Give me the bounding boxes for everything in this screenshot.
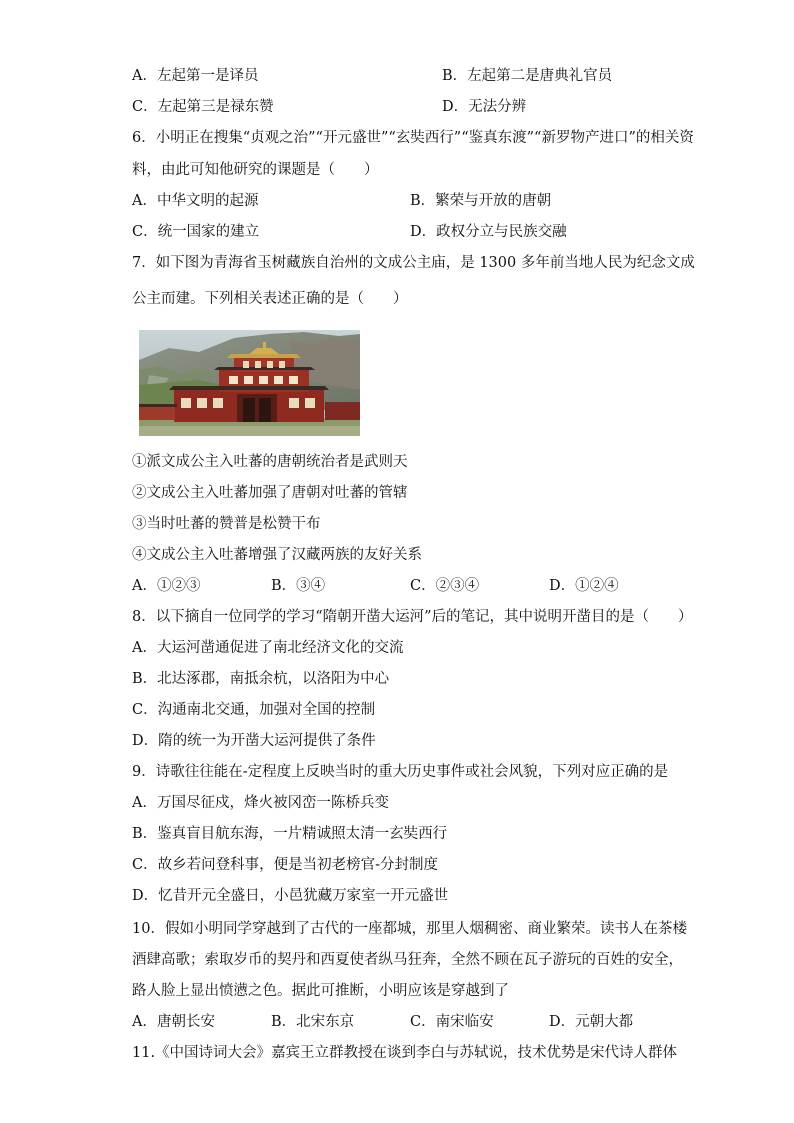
q7-option-a: A．①②③ (132, 578, 201, 594)
q5-option-c: C．左起第三是禄东赞 (132, 99, 274, 115)
q10-option-c: C．南宋临安 (410, 1014, 494, 1030)
q6-option-b: B．繁荣与开放的唐朝 (410, 193, 552, 209)
q6-stem-line2: 料，由此可知他研究的课题是（ ） (132, 162, 379, 178)
q8-stem: 8．以下摘自一位同学的学习“隋朝开凿大运河”后的笔记，其中说明开凿目的是（ ） (132, 609, 693, 625)
q9-option-b: B．鉴真盲目航东海，一片精诚照太清一玄奘西行 (132, 826, 448, 842)
q5-option-b: B．左起第二是唐典礼官员 (442, 68, 613, 84)
q6-option-c: C．统一国家的建立 (132, 224, 260, 240)
q5-option-d: D．无法分辨 (442, 99, 527, 115)
q10-option-b: B．北宋东京 (271, 1014, 355, 1030)
q10-option-a: A．唐朝长安 (132, 1014, 215, 1030)
q9-option-c: C．故乡若问登科事，便是当初老榜官-分封制度 (132, 857, 438, 873)
q6-stem-line1: 6．小明正在搜集“贞观之治”“开元盛世”“玄奘西行”“鉴真东渡”“新罗物产进口”的相关资 (132, 130, 694, 146)
q8-option-b: B．北达涿郡，南抵余杭，以洛阳为中心 (132, 671, 390, 687)
q10-option-d: D．元朝大都 (549, 1014, 634, 1030)
q10-stem-line3: 路人脸上显出愤懑之色。据此可推断，小明应该是穿越到了 (132, 983, 509, 999)
q11-stem-line1: 11.《中国诗词大会》嘉宾王立群教授在谈到李白与苏轼说，技术优势是宋代诗人群体 (132, 1045, 678, 1061)
q7-stem-line2: 公主而建。下列相关表述正确的是（ ） (132, 291, 408, 307)
q7-stem-line1: 7．如下图为青海省玉树藏族自治州的文成公主庙，是 1300 多年前当地人民为纪念文成 (132, 255, 695, 271)
q8-option-c: C．沟通南北交通，加强对全国的控制 (132, 702, 376, 718)
q7-statement-4: ④文成公主入吐蕃增强了汉藏两族的友好关系 (132, 547, 422, 563)
q7-statement-2: ②文成公主入吐蕃加强了唐朝对吐蕃的管辖 (132, 485, 408, 501)
q7-statement-1: ①派文成公主入吐蕃的唐朝统治者是武则天 (132, 454, 408, 470)
q8-option-a: A．大运河凿通促进了南北经济文化的交流 (132, 640, 404, 656)
q8-option-d: D．隋的统一为开凿大运河提供了条件 (132, 733, 376, 749)
q9-option-a: A．万国尽征戍，烽火被冈峦一陈桥兵变 (132, 795, 389, 811)
q10-stem-line2: 酒肆高歌；索取岁币的契丹和西夏使者纵马狂奔，全然不顾在瓦子游玩的百姓的安全， (132, 952, 683, 968)
wencheng-temple-photo (139, 330, 360, 436)
q9-stem: 9．诗歌往往能在-定程度上反映当时的重大历史事件或社会风貌，下列对应正确的是 (132, 764, 669, 780)
q7-statement-3: ③当时吐蕃的赞普是松赞干布 (132, 516, 321, 532)
q7-option-d: D．①②④ (549, 578, 619, 594)
q5-option-a: A．左起第一是译员 (132, 68, 259, 84)
q6-option-a: A．中华文明的起源 (132, 193, 259, 209)
q7-option-c: C．②③④ (410, 578, 480, 594)
q7-option-b: B．③④ (271, 578, 326, 594)
q9-option-d: D．忆昔开元全盛日，小邑犹藏万家室一开元盛世 (132, 888, 449, 904)
q10-stem-line1: 10．假如小明同学穿越到了古代的一座都城，那里人烟稠密、商业繁荣。读书人在茶楼 (132, 921, 687, 937)
q6-option-d: D．政权分立与民族交融 (410, 224, 567, 240)
